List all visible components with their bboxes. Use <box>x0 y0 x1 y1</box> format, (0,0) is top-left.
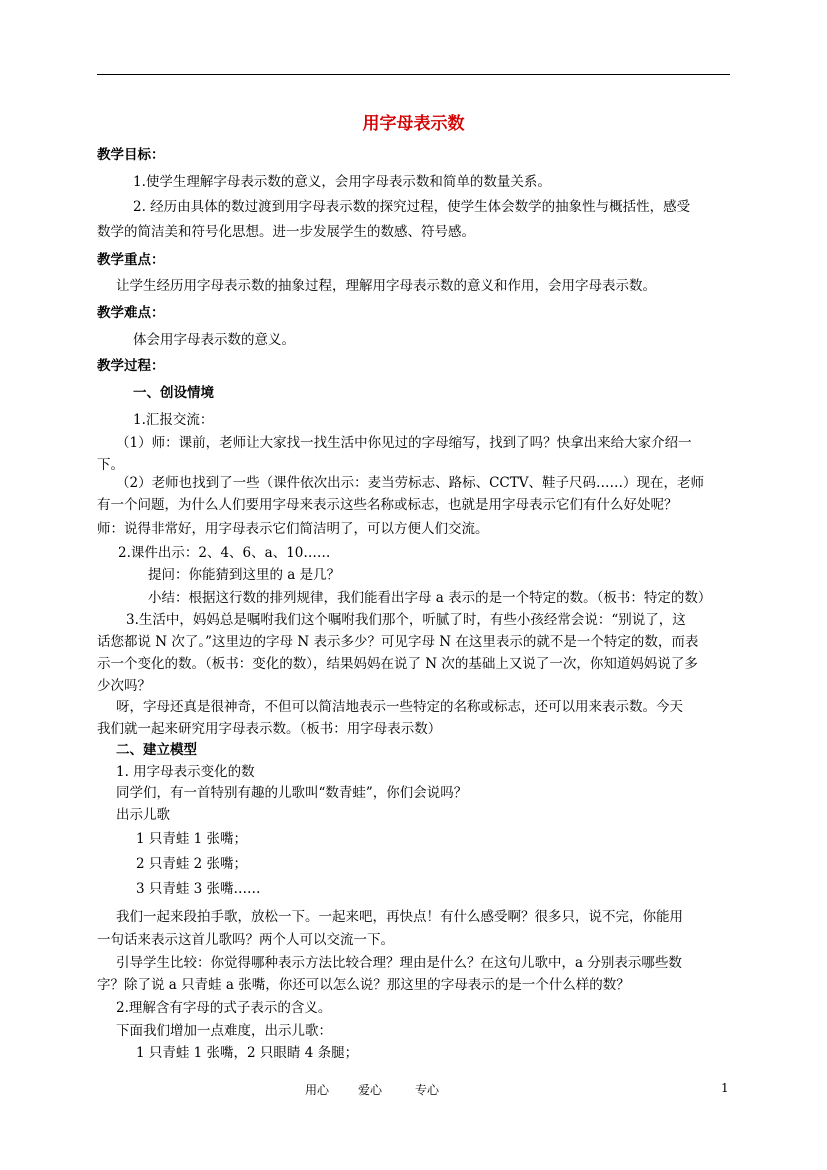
document-title: 用字母表示数 <box>362 114 465 134</box>
text-line: 话您都说 N 次了。”这里边的字母 N 表示多少？可见字母 N 在这里表示的就不是一个特定的数，而表 <box>97 634 699 650</box>
text-line: （2）老师也找到了一些（课件依次出示：麦当劳标志、路标、CCTV、鞋子尺码……）现在，老师 <box>116 475 705 491</box>
page-number: 1 <box>721 1081 729 1095</box>
section-heading: 教学重点： <box>97 252 165 268</box>
section-heading: 一、创设情境 <box>133 385 214 401</box>
text-line: 师：说得非常好，用字母表示它们简洁明了，可以方便人们交流。 <box>97 521 489 537</box>
header-rule <box>97 74 730 75</box>
footer-item-3: 专心 <box>415 1083 440 1097</box>
text-line: 字？除了说 a 只青蛙 a 张嘴，你还可以怎么说？那这里的字母表示的是一个什么样的数？ <box>97 977 630 993</box>
text-line: （1）师：课前，老师让大家找一找生活中你见过的字母缩写，找到了吗？快拿出来给大家介绍一 <box>116 435 692 451</box>
text-line: 引导学生比较：你觉得哪种表示方法比较合理？理由是什么？在这句儿歌中，a 分别表示哪些数 <box>116 955 682 971</box>
text-line: 1.使学生理解字母表示数的意义，会用字母表示数和简单的数量关系。 <box>133 174 551 190</box>
section-heading: 教学目标： <box>97 147 165 163</box>
text-line: 同学们，有一首特别有趣的儿歌叫“数青蛙”，你们会说吗？ <box>116 785 468 801</box>
text-line: 我们就一起来研究用字母表示数。（板书：用字母表示数） <box>97 721 442 737</box>
text-line: 2.理解含有字母的式子表示的含义。 <box>116 1000 332 1016</box>
text-line: 下面我们增加一点难度，出示儿歌： <box>116 1023 332 1039</box>
footer-item-2: 爱心 <box>358 1083 383 1097</box>
text-line: 提问：你能猜到这里的 a 是几？ <box>148 567 341 583</box>
text-line: 3.生活中，妈妈总是嘱咐我们这个嘱咐我们那个，听腻了时，有些小孩经常会说：“别说了，这 <box>126 612 686 628</box>
section-heading: 二、建立模型 <box>116 742 197 758</box>
text-line: 少次吗？ <box>97 678 151 694</box>
text-line: 数学的简洁美和符号化思想。进一步发展学生的数感、符号感。 <box>97 224 475 240</box>
section-heading: 教学难点： <box>97 305 165 321</box>
text-line: 3 只青蛙 3 张嘴…… <box>136 881 261 897</box>
text-line: 2.课件出示：2、4、6、a、10…… <box>118 545 331 561</box>
text-line: 1 只青蛙 1 张嘴； <box>136 831 248 847</box>
text-line: 1. 用字母表示变化的数 <box>116 764 255 780</box>
text-line: 有一个问题，为什么人们要用字母来表示这些名称或标志，也就是用字母表示它们有什么好处呢？ <box>97 497 678 513</box>
text-line: 1 只青蛙 1 张嘴，2 只眼睛 4 条腿； <box>136 1045 359 1061</box>
text-line: 一句话来表示这首儿歌吗？两个人可以交流一下。 <box>97 932 394 948</box>
text-line: 1.汇报交流： <box>133 412 214 428</box>
text-line: 小结：根据这行数的排列规律，我们能看出字母 a 表示的是一个特定的数。（板书：特定的数） <box>148 590 712 606</box>
text-line: 体会用字母表示数的意义。 <box>133 332 295 348</box>
text-line: 我们一起来段拍手歌，放松一下。一起来吧，再快点！有什么感受啊？很多只，说不完，你能用 <box>116 909 683 925</box>
section-heading: 教学过程： <box>97 358 165 374</box>
text-line: 2 只青蛙 2 张嘴； <box>136 856 248 872</box>
text-line: 让学生经历用字母表示数的抽象过程，理解用字母表示数的意义和作用，会用字母表示数。 <box>116 278 656 294</box>
text-line: 呀，字母还真是很神奇，不但可以简洁地表示一些特定的名称或标志，还可以用来表示数。今天 <box>116 699 683 715</box>
text-line: 2. 经历由具体的数过渡到用字母表示数的探究过程，使学生体会数学的抽象性与概括性，感受 <box>133 199 691 215</box>
text-line: 下。 <box>97 457 124 473</box>
text-line: 出示儿歌 <box>116 807 170 823</box>
text-line: 示一个变化的数。（板书：变化的数），结果妈妈在说了 N 次的基础上又说了一次，你知道妈妈说了多 <box>97 656 698 672</box>
footer-item-1: 用心 <box>305 1083 330 1097</box>
